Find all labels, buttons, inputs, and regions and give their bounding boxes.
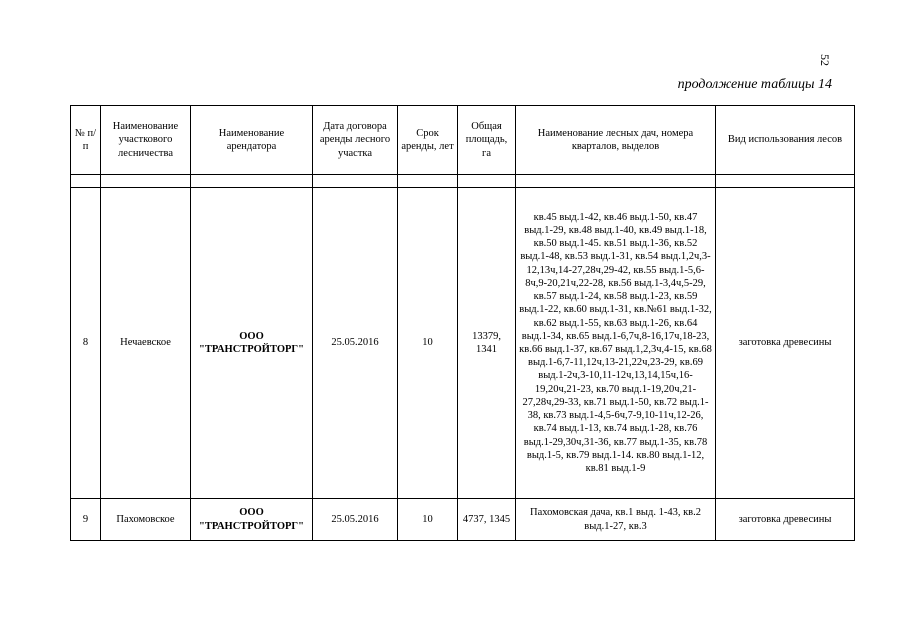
- row-plots: кв.45 выд.1-42, кв.46 выд.1-50, кв.47 выд.1-29, кв.48 выд.1-40, кв.49 выд.1-18, кв.50 выд.1-45. кв.51 выд.1-36, кв.52 выд.1-48, кв.53 выд.1-31, кв.54 выд.1,2ч,3-12,13ч,14-27,28ч,29-42, кв.55 выд.1-5,6-8ч,9-20,21ч,22-28, кв.56 выд.1-3,4ч,5-29, кв.57 выд.1-24, кв.58 выд.1-23, кв.59 выд.1-22, кв.60 выд.1-31, кв.№61 выд.1-32, кв.62 выд.1-55, кв.63 выд.1-26, кв.64 выд.1-34, кв.65 выд.1-6,7ч,8-16,17ч,18-23, кв.66 выд.1-37, кв.67 выд.1,2,3ч,4-15, кв.68 выд.1-6,7-11,12ч,13-21,22ч,23-29, кв.69 выд.1-2ч,3-10,11-12ч,13,14,15ч,16-19,20ч,21-23, кв.70 выд.1-19,20ч,21-27,28ч,29-33, кв.71 выд.1-50, кв.72 выд.1-38, кв.73 выд.1-4,5-6ч,7-9,10-11ч,12-26, кв.74 выд.1-13, кв.74 выд.1-28, кв.76 выд.1-29,30ч,31-36, кв.77 выд.1-35, кв.78 выд.1-5, кв.79 выд.1-14. кв.80 выд.1-12, кв.81 выд.1-9: [516, 188, 716, 499]
- lease-table: [70, 105, 855, 541]
- header-use: Вид использования лесов: [716, 106, 855, 175]
- row-date: 25.05.2016: [313, 499, 398, 541]
- row-term: 10: [398, 499, 458, 541]
- row-use: заготовка древесины: [716, 188, 855, 499]
- row-term: 10: [398, 188, 458, 499]
- row-use: заготовка древесины: [716, 499, 855, 541]
- table-row: [71, 499, 855, 541]
- row-tenant: [191, 188, 313, 499]
- row-tenant: [191, 499, 313, 541]
- spacer-cell: [516, 175, 716, 188]
- tenant-name: "ТРАНСТРОЙТОРГ": [199, 344, 304, 355]
- row-area: 13379, 1341: [458, 188, 516, 499]
- tenant-name: "ТРАНСТРОЙТОРГ": [199, 520, 304, 532]
- header-number: № п/п: [71, 106, 101, 175]
- header-date: Дата договора аренды лесного участка: [313, 106, 398, 175]
- spacer-cell: [716, 175, 855, 188]
- table-caption: продолжение таблицы 14: [677, 77, 832, 92]
- row-number: 9: [71, 499, 101, 541]
- spacer-row: [71, 175, 855, 188]
- spacer-cell: [458, 175, 516, 188]
- row-area: 4737, 1345: [458, 499, 516, 541]
- header-row: [71, 106, 855, 175]
- spacer-cell: [71, 175, 101, 188]
- tenant-form: ООО: [239, 507, 264, 519]
- header-forestry: Наименование участкового лесничества: [101, 106, 191, 175]
- header-tenant: Наименование арендатора: [191, 106, 313, 175]
- row-date: 25.05.2016: [313, 188, 398, 499]
- spacer-cell: [313, 175, 398, 188]
- page-number: 52: [818, 54, 832, 66]
- header-term: Срок аренды, лет: [398, 106, 458, 175]
- row-forestry: Нечаевское: [101, 188, 191, 499]
- spacer-cell: [101, 175, 191, 188]
- spacer-cell: [398, 175, 458, 188]
- row-plots: Пахомовская дача, кв.1 выд. 1-43, кв.2 выд.1-27, кв.3: [516, 499, 716, 541]
- header-area: Общая площадь, га: [458, 106, 516, 175]
- row-number: 8: [71, 188, 101, 499]
- row-forestry: Пахомовское: [101, 499, 191, 541]
- table-row: [71, 188, 855, 499]
- spacer-cell: [191, 175, 313, 188]
- tenant-form: ООО: [239, 330, 264, 342]
- header-plots: Наименование лесных дач, номера кварталов, выделов: [516, 106, 716, 175]
